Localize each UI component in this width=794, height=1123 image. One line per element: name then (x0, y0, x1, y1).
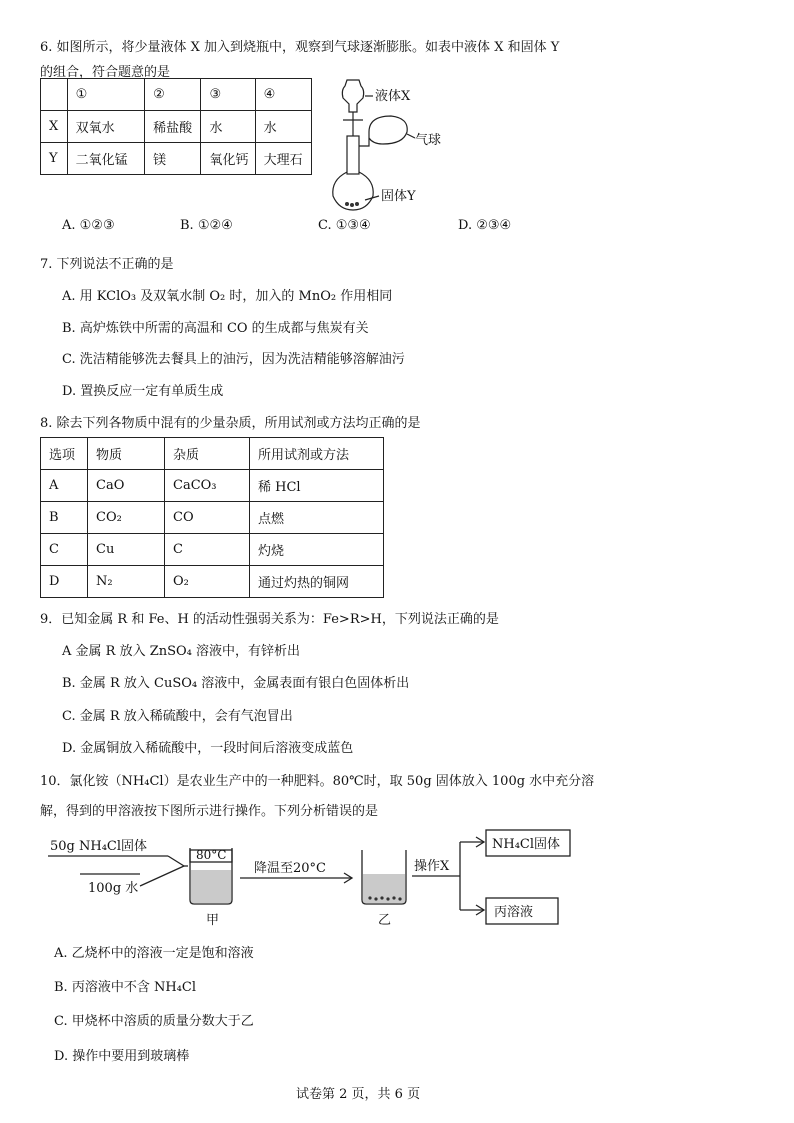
table-cell: ③ (201, 79, 255, 111)
table-cell: D (41, 566, 88, 598)
table-cell: 所用试剂或方法 (250, 438, 384, 470)
label-liquid-x: 液体X (375, 89, 411, 104)
table-cell: O₂ (165, 566, 250, 598)
q6-option-b: B. ①②④ (180, 218, 233, 233)
table-cell: ① (67, 79, 145, 111)
q10-process-diagram (40, 826, 600, 936)
q6-option-c: C. ①③④ (318, 218, 371, 233)
table-cell: 灼烧 (250, 534, 384, 566)
q10-option-b: B. 丙溶液中不含 NH₄Cl (54, 980, 196, 995)
table-row (41, 111, 312, 143)
q7-option-c: C. 洗洁精能够洗去餐具上的油污，因为洗洁精能够溶解油污 (62, 352, 405, 367)
table-cell: 稀盐酸 (145, 111, 201, 143)
q8-stem: 8. 除去下列各物质中混有的少量杂质，所用试剂或方法均正确的是 (40, 416, 421, 431)
table-cell: 杂质 (165, 438, 250, 470)
label-output-solution: 丙溶液 (494, 905, 534, 920)
table-cell: 二氧化锰 (67, 143, 145, 175)
table-row (41, 79, 312, 111)
table-cell (41, 79, 68, 111)
q6-option-a: A. ①②③ (62, 218, 115, 233)
q7-option-a: A. 用 KClO₃ 及双氧水制 O₂ 时，加入的 MnO₂ 作用相同 (62, 289, 393, 304)
q7-stem: 7. 下列说法不正确的是 (40, 257, 174, 272)
table-cell: 物质 (88, 438, 165, 470)
table-cell: Y (41, 143, 68, 175)
label-balloon: 气球 (415, 133, 442, 148)
page-footer: 试卷第 2 页，共 6 页 (296, 1087, 421, 1102)
label-output-solid: NH₄Cl固体 (492, 837, 561, 852)
table-cell: ④ (255, 79, 311, 111)
table-cell: B (41, 502, 88, 534)
q9-option-c: C. 金属 R 放入稀硫酸中，会有气泡冒出 (62, 709, 293, 724)
q6-table (40, 78, 312, 175)
table-cell: Cu (88, 534, 165, 566)
q10-option-a: A. 乙烧杯中的溶液一定是饱和溶液 (54, 946, 254, 961)
q8-table (40, 437, 384, 598)
table-cell: 氧化钙 (201, 143, 255, 175)
q10-option-c: C. 甲烧杯中溶质的质量分数大于乙 (54, 1014, 254, 1029)
q9-option-b: B. 金属 R 放入 CuSO₄ 溶液中，金属表面有银白色固体析出 (62, 676, 410, 691)
label-solid-y: 固体Y (381, 189, 416, 204)
label-solid-input: 50g NH₄Cl固体 (50, 839, 148, 854)
table-cell: 双氧水 (67, 111, 145, 143)
table-cell: CO₂ (88, 502, 165, 534)
table-cell: A (41, 470, 88, 502)
flask-balloon-figure (325, 72, 465, 212)
table-cell: C (41, 534, 88, 566)
table-cell: 水 (201, 111, 255, 143)
table-cell: CO (165, 502, 250, 534)
table-cell: 镁 (145, 143, 201, 175)
q7-option-b: B. 高炉炼铁中所需的高温和 CO 的生成都与焦炭有关 (62, 321, 369, 336)
label-operation-x: 操作X (414, 859, 450, 874)
table-cell: 水 (255, 111, 311, 143)
q6-stem-line1: 6. 如图所示，将少量液体 X 加入到烧瓶中，观察到气球逐渐膨胀。如表中液体 X 和固体 Y (40, 40, 560, 55)
label-temp-80: 80°C (196, 848, 227, 862)
q6-stem-line2: 的组合，符合题意的是 (40, 65, 171, 80)
label-beaker-jia: 甲 (206, 913, 220, 928)
label-water-input: 100g 水 (88, 881, 139, 896)
q7-option-d: D. 置换反应一定有单质生成 (62, 384, 224, 399)
table-cell: N₂ (88, 566, 165, 598)
table-row (41, 438, 384, 470)
q10-option-d: D. 操作中要用到玻璃棒 (54, 1049, 190, 1064)
label-beaker-yi: 乙 (378, 913, 392, 928)
table-cell: C (165, 534, 250, 566)
table-cell: 稀 HCl (250, 470, 384, 502)
table-cell: 大理石 (255, 143, 311, 175)
table-cell: 点燃 (250, 502, 384, 534)
q10-stem-line2: 解，得到的甲溶液按下图所示进行操作。下列分析错误的是 (40, 804, 379, 819)
table-cell: 通过灼热的铜网 (250, 566, 384, 598)
q9-option-d: D. 金属铜放入稀硫酸中，一段时间后溶液变成蓝色 (62, 741, 354, 756)
label-cool-to-20: 降温至20°C (254, 861, 326, 876)
table-row (41, 470, 384, 502)
table-cell: ② (145, 79, 201, 111)
table-row (41, 534, 384, 566)
q10-stem-line1: 10．氯化铵（NH₄Cl）是农业生产中的一种肥料。80℃时，取 50g 固体放入 100g 水中充分溶 (40, 774, 595, 789)
table-row (41, 502, 384, 534)
table-cell: X (41, 111, 68, 143)
table-cell: CaO (88, 470, 165, 502)
q6-option-d: D. ②③④ (458, 218, 512, 233)
q9-option-a: A 金属 R 放入 ZnSO₄ 溶液中，有锌析出 (62, 644, 301, 659)
table-row (41, 143, 312, 175)
q9-stem: 9．已知金属 R 和 Fe、H 的活动性强弱关系为：Fe>R>H，下列说法正确的是 (40, 612, 499, 627)
table-row (41, 566, 384, 598)
table-cell: 选项 (41, 438, 88, 470)
table-cell: CaCO₃ (165, 470, 250, 502)
